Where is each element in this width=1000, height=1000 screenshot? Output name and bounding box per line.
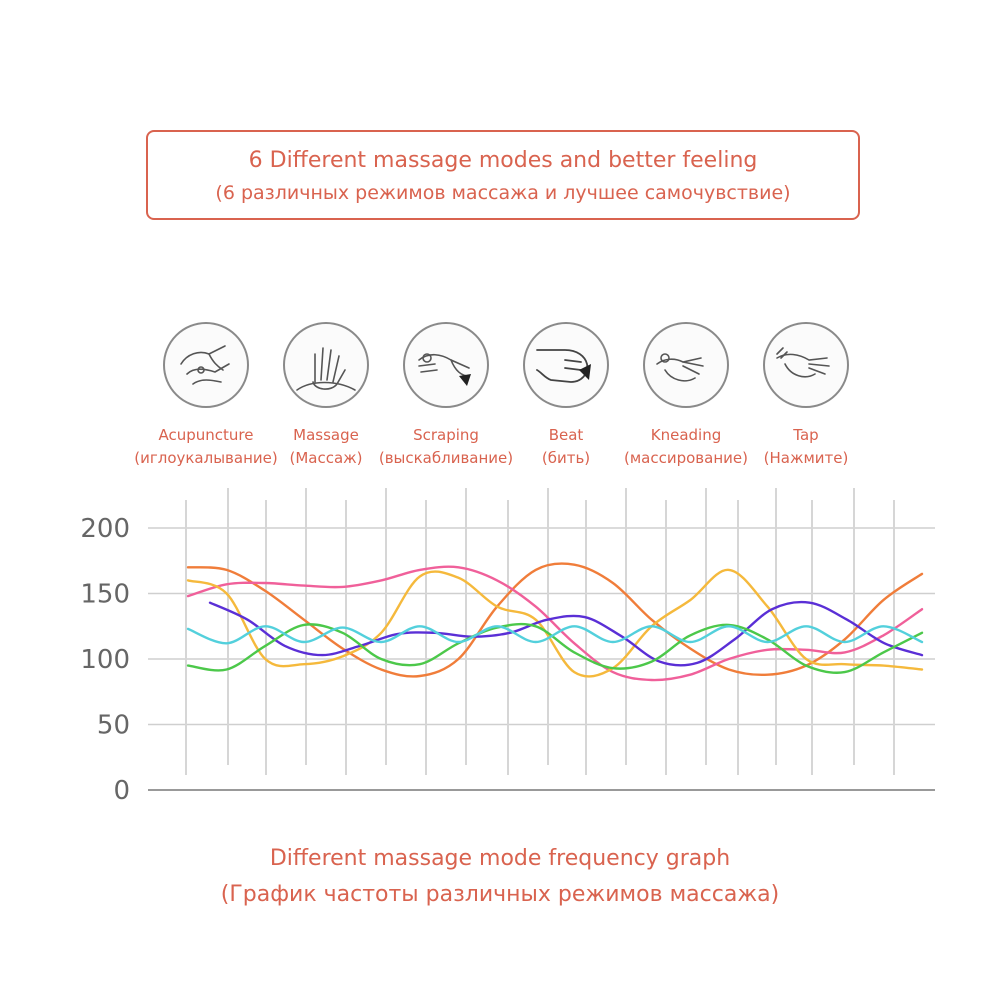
scraping-hand-icon	[403, 322, 489, 408]
chart-subtitle: (График частоты различных режимов массажа)	[220, 882, 780, 907]
massage-hand-icon	[283, 322, 369, 408]
title-banner	[146, 130, 860, 220]
mode-tap	[731, 322, 881, 470]
mode-label-ru: (Массаж)	[289, 449, 363, 467]
frequency-chart	[0, 480, 1000, 820]
banner-subtitle: (6 различных режимов массажа и лучшее самочувствие)	[215, 182, 791, 204]
mode-label: Kneading	[650, 426, 722, 444]
y-tick-label: 100	[80, 645, 130, 675]
mode-label: Massage	[293, 426, 359, 444]
acupuncture-hand-icon	[163, 322, 249, 408]
kneading-hand-icon	[643, 322, 729, 408]
mode-label-ru: (выскабливание)	[378, 449, 514, 467]
mode-label-ru: (бить)	[541, 449, 591, 467]
mode-label: Acupuncture	[158, 426, 254, 444]
y-tick-label: 0	[113, 776, 130, 806]
tap-hand-icon	[763, 322, 849, 408]
mode-label-ru: (массирование)	[624, 449, 748, 467]
chart-title: Different massage mode frequency graph	[269, 846, 731, 871]
banner-title: 6 Different massage modes and better feeling	[248, 148, 758, 173]
mode-label-ru: (Нажмите)	[763, 449, 849, 467]
y-tick-label: 150	[80, 579, 130, 610]
mode-label: Tap	[793, 426, 819, 444]
series-line	[210, 602, 922, 665]
fist-icon	[523, 322, 609, 408]
mode-label: Beat	[548, 426, 584, 444]
y-tick-label: 50	[96, 710, 130, 741]
mode-label: Scraping	[413, 426, 479, 444]
y-tick-label: 200	[80, 514, 130, 544]
mode-label-ru: (иглоукалывание)	[134, 449, 278, 467]
